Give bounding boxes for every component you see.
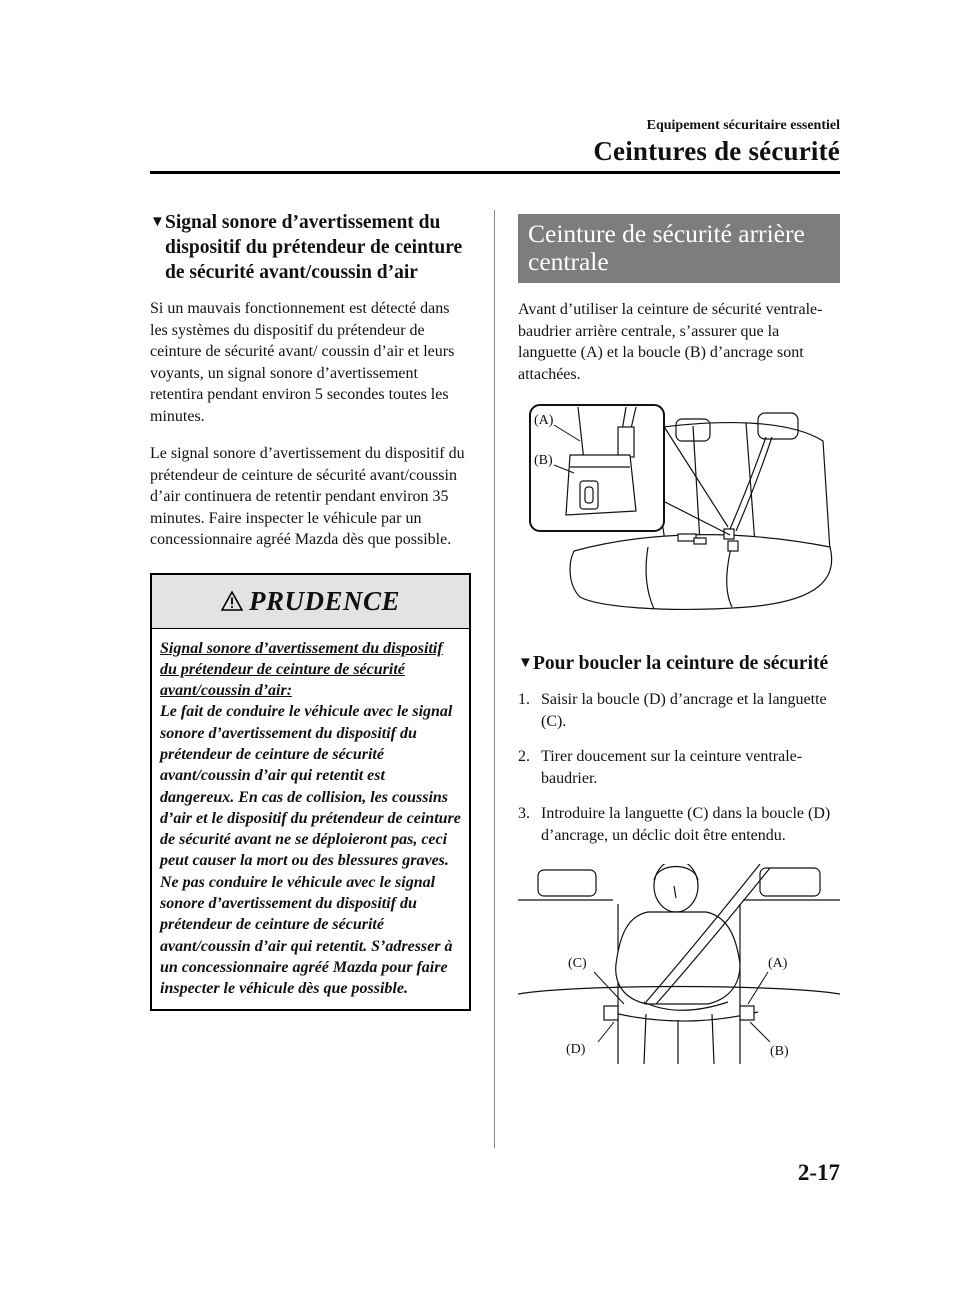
passenger-figure <box>518 864 840 1079</box>
right-column <box>518 214 840 1079</box>
prudence-body <box>152 629 469 1009</box>
steps-list <box>518 689 840 846</box>
section-banner: Ceinture de sécurité arrière centrale <box>518 214 840 283</box>
paragraph-duration: Le signal sonore d’avertissement du dispositif du prétendeur de ceinture de sécurité avant/coussin d’air continuera de retentir pendant environ 35 minutes. Faire inspecter le véhicule par un concessionnaire agréé Mazda dès que possible. <box>150 445 465 548</box>
step-item <box>518 746 840 789</box>
prudence-header <box>152 575 469 629</box>
warning-triangle-icon <box>221 591 243 611</box>
triangle-down-icon: ▼ <box>518 655 533 671</box>
paragraph-malfunction: Si un mauvais fonctionnement est détecté dans les systèmes du dispositif du prétendeur de ceinture de sécurité avant/ coussin d’air et leurs voyants, un signal sonore d’avertissement retentira pendant environ 5 secondes toutes les minutes. <box>150 300 455 425</box>
prudence-title: Signal sonore d’avertissement du dispositif du prétendeur de ceinture de sécurité avant/coussin d’air: <box>160 639 443 700</box>
figure2-label-a: (A) <box>768 956 788 971</box>
warning-signal-heading-text: Signal sonore d’avertissement du dispositif du prétendeur de ceinture de sécurité avant/coussin d’air <box>165 212 463 283</box>
warning-signal-heading <box>150 210 470 285</box>
buckle-heading-text: Pour boucler la ceinture de sécurité <box>533 653 829 674</box>
rear-seat-illustration <box>518 401 840 631</box>
step-number: 3. <box>518 805 530 822</box>
step-text: Introduire la languette (C) dans la boucle (D) d’ancrage, un déclic doit être entendu. <box>541 805 831 844</box>
page-title: Ceintures de sécurité <box>593 136 840 166</box>
buckle-heading <box>518 651 840 676</box>
triangle-down-icon: ▼ <box>150 214 165 230</box>
prudence-box <box>150 573 471 1011</box>
step-text: Saisir la boucle (D) d’ancrage et la languette (C). <box>541 691 827 730</box>
rear-seat-figure <box>518 401 840 631</box>
step-item <box>518 689 840 732</box>
figure2-label-d: (D) <box>566 1042 586 1057</box>
step-text: Tirer doucement sur la ceinture ventrale-baudrier. <box>541 748 803 787</box>
prudence-label: PRUDENCE <box>248 585 401 616</box>
header-section: Equipement sécuritaire essentiel <box>646 118 840 133</box>
figure2-label-b: (B) <box>770 1044 789 1059</box>
header-rule <box>150 171 840 174</box>
step-item <box>518 803 840 846</box>
step-number: 1. <box>518 691 530 708</box>
figure2-label-c: (C) <box>568 956 587 971</box>
prudence-text-danger: Le fait de conduire le véhicule avec le signal sonore d’avertissement du dispositif du prétendeur de ceinture de sécurité avant/coussin d’air qui retentit est dangereux. En cas de collision, les coussins d’air et le dispositif du prétendeur de ceinture de sécurité avant ne se déploieront pas, ceci peut causer la mort ou des blessures graves. <box>160 703 461 870</box>
left-column <box>150 210 470 1011</box>
figure1-label-b: (B) <box>534 453 553 468</box>
prudence-text-advice: Ne pas conduire le véhicule avec le signal sonore d’avertissement du dispositif du prétendeur de ceinture de sécurité avant/coussin d’air qui retentit. S’adresser à un concessionnaire agréé Mazda pour faire inspecter le véhicule dès que possible. <box>160 873 453 998</box>
column-divider <box>494 210 495 1148</box>
step-number: 2. <box>518 748 530 765</box>
page-number: 2-17 <box>797 1160 840 1185</box>
paragraph-intro: Avant d’utiliser la ceinture de sécurité ventrale-baudrier arrière centrale, s’assurer que la languette (A) et la boucle (B) d’ancrage sont attachées. <box>518 301 823 383</box>
figure1-label-a: (A) <box>534 413 554 428</box>
